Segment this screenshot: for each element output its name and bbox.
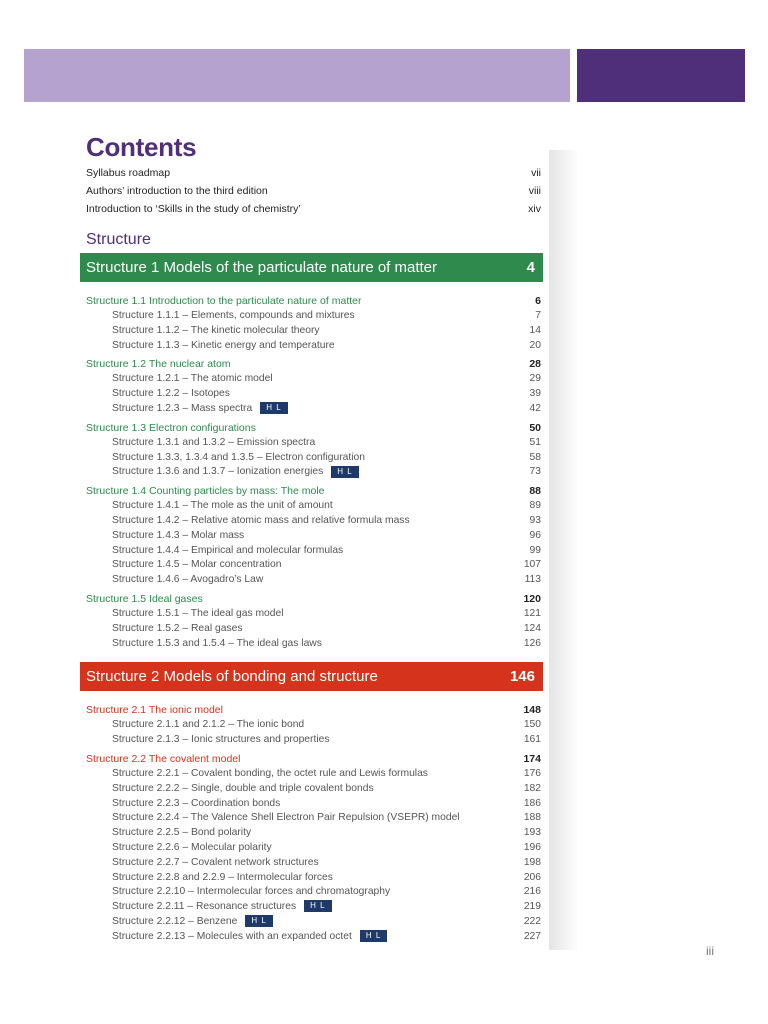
topic-entry[interactable]: Structure 1.2 The nuclear atom 28 — [86, 358, 541, 371]
hl-badge: H L — [245, 915, 272, 927]
intro-entry[interactable]: Authors’ introduction to the third edition viii — [86, 185, 541, 197]
hl-badge: H L — [331, 466, 358, 478]
subtopic-entry[interactable]: Structure 1.3.1 and 1.3.2 – Emission spectra 51 — [112, 436, 541, 448]
subtopic-entry[interactable]: Structure 1.2.2 – Isotopes 39 — [112, 388, 541, 400]
hl-badge: H L — [360, 930, 387, 942]
subtopic-entry[interactable]: Structure 1.4.5 – Molar concentration 107 — [112, 559, 541, 571]
subtopic-entry[interactable]: Structure 2.1.3 – Ionic structures and properties 161 — [112, 734, 541, 746]
topic-entry[interactable]: Structure 2.2 The covalent model 174 — [86, 752, 541, 765]
subtopic-entry[interactable]: Structure 2.2.6 – Molecular polarity 196 — [112, 841, 541, 853]
page-shadow — [549, 150, 579, 950]
intro-entry[interactable]: Introduction to ‘Skills in the study of chemistry’ xiv — [86, 203, 541, 215]
hl-badge: H L — [260, 402, 287, 414]
contents-list — [86, 130, 541, 945]
header-band-dark — [577, 49, 745, 102]
subtopic-entry[interactable]: Structure 2.2.3 – Coordination bonds 186 — [112, 797, 541, 809]
chapter-structure-2[interactable]: Structure 2 Models of bonding and structure 146 — [80, 662, 543, 691]
header-band-light — [24, 49, 570, 102]
subtopic-entry[interactable]: Structure 1.5.2 – Real gases 124 — [112, 622, 541, 634]
subtopic-entry[interactable]: Structure 2.2.4 – The Valence Shell Electron Pair Repulsion (VSEPR) model 188 — [112, 812, 541, 824]
topic-entry[interactable]: Structure 1.3 Electron configurations 50 — [86, 421, 541, 434]
subtopic-entry[interactable]: Structure 1.1.3 – Kinetic energy and temperature 20 — [112, 339, 541, 351]
page-number: iii — [706, 944, 714, 958]
topic-entry[interactable]: Structure 1.1 Introduction to the particulate nature of matter 6 — [86, 295, 541, 307]
topic-entry[interactable]: Structure 1.5 Ideal gases 120 — [86, 592, 541, 605]
subtopic-entry[interactable]: Structure 2.1.1 and 2.1.2 – The ionic bond 150 — [112, 719, 541, 731]
subtopic-entry[interactable]: Structure 2.2.10 – Intermolecular forces and chromatography 216 — [112, 886, 541, 898]
subtopic-entry[interactable]: Structure 2.2.1 – Covalent bonding, the octet rule and Lewis formulas 176 — [112, 767, 541, 779]
page-title: Contents — [86, 132, 197, 162]
subtopic-entry[interactable]: Structure 1.1.1 – Elements, compounds and mixtures 7 — [112, 310, 541, 321]
subtopic-entry[interactable]: Structure 2.2.5 – Bond polarity 193 — [112, 827, 541, 839]
subtopic-entry[interactable]: Structure 1.5.3 and 1.5.4 – The ideal gas laws 126 — [112, 637, 541, 649]
intro-entry[interactable]: Syllabus roadmap vii — [86, 167, 541, 179]
subtopic-entry[interactable]: Structure 2.2.8 and 2.2.9 – Intermolecular forces 206 — [112, 871, 541, 883]
topic-entry[interactable]: Structure 2.1 The ionic model 148 — [86, 704, 541, 717]
subtopic-entry[interactable]: Structure 1.4.4 – Empirical and molecular formulas 99 — [112, 544, 541, 556]
subtopic-entry[interactable]: Structure 2.2.2 – Single, double and triple covalent bonds 182 — [112, 782, 541, 794]
subtopic-entry[interactable]: Structure 2.2.13 – Molecules with an expanded octet H L 227 — [112, 930, 541, 942]
subtopic-entry[interactable]: Structure 1.2.1 – The atomic model 29 — [112, 373, 541, 385]
subtopic-entry[interactable]: Structure 1.2.3 – Mass spectra H L 42 — [112, 402, 541, 414]
subtopic-entry[interactable]: Structure 1.4.6 – Avogadro’s Law 113 — [112, 574, 541, 586]
topic-entry[interactable]: Structure 1.4 Counting particles by mass: The mole 88 — [86, 485, 541, 498]
subtopic-entry[interactable]: Structure 1.3.6 and 1.3.7 – Ionization energies H L 73 — [112, 466, 541, 478]
subtopic-entry[interactable]: Structure 1.1.2 – The kinetic molecular theory 14 — [112, 324, 541, 336]
subtopic-entry[interactable]: Structure 1.4.1 – The mole as the unit of amount 89 — [112, 500, 541, 512]
subtopic-entry[interactable]: Structure 1.5.1 – The ideal gas model 121 — [112, 607, 541, 619]
hl-badge: H L — [304, 900, 331, 912]
chapter-structure-1[interactable]: Structure 1 Models of the particulate nature of matter 4 — [80, 253, 543, 282]
section-heading: Structure — [86, 231, 151, 248]
subtopic-entry[interactable]: Structure 2.2.11 – Resonance structures H L 219 — [112, 901, 541, 913]
subtopic-entry[interactable]: Structure 2.2.7 – Covalent network structures 198 — [112, 856, 541, 868]
subtopic-entry[interactable]: Structure 2.2.12 – Benzene H L 222 — [112, 915, 541, 927]
subtopic-entry[interactable]: Structure 1.3.3, 1.3.4 and 1.3.5 – Electron configuration 58 — [112, 451, 541, 463]
subtopic-entry[interactable]: Structure 1.4.2 – Relative atomic mass and relative formula mass 93 — [112, 514, 541, 526]
subtopic-entry[interactable]: Structure 1.4.3 – Molar mass 96 — [112, 529, 541, 541]
